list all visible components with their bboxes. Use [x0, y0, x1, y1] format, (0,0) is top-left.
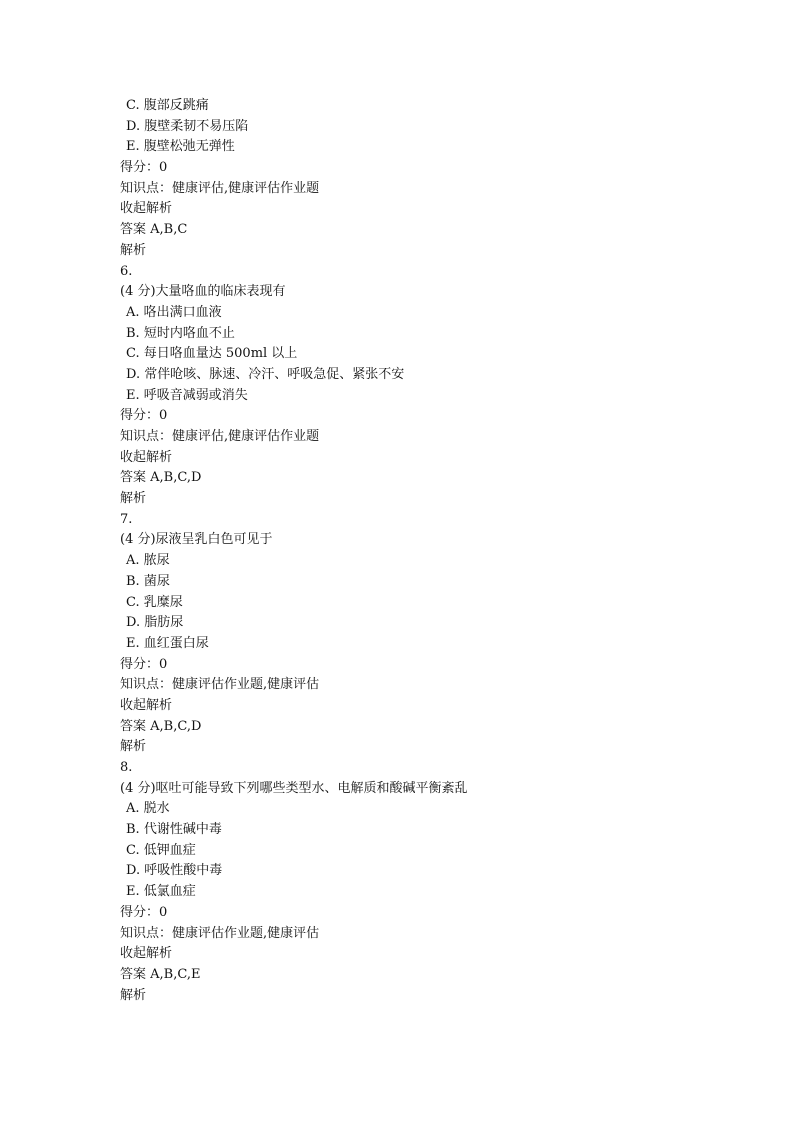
option-a: A. 脱水 [126, 801, 170, 817]
option-c: C. 每日咯血量达 500ml 以上 [126, 346, 298, 362]
question-8 [120, 758, 760, 1006]
answer-text: 答案 A,B,C,D [120, 718, 202, 734]
question-number: 7. [120, 511, 133, 527]
analysis-label: 解析 [120, 739, 147, 755]
option-a: A. 咯出满口血液 [126, 304, 222, 320]
answer-text: 答案 A,B,C,E [120, 966, 201, 982]
question-stem: (4 分)尿液呈乳白色可见于 [120, 532, 273, 548]
collapse-analysis-link[interactable]: 收起解析 [120, 946, 173, 962]
option-d: D. 常伴呛咳、脉速、冷汗、呼吸急促、紧张不安 [126, 366, 405, 382]
option-c: C. 乳糜尿 [126, 594, 183, 610]
option-b: B. 菌尿 [126, 573, 170, 589]
collapse-analysis-link[interactable]: 收起解析 [120, 201, 173, 217]
option-d: D. 腹壁柔韧不易压陷 [126, 118, 249, 134]
answer-text: 答案 A,B,C [120, 222, 188, 238]
knowledge-point: 知识点：健康评估,健康评估作业题 [120, 429, 320, 444]
document-body [120, 96, 760, 1006]
score-text: 得分：0 [120, 904, 168, 920]
collapse-analysis-link[interactable]: 收起解析 [120, 449, 173, 465]
option-c: C. 腹部反跳痛 [126, 98, 209, 113]
score-text: 得分：0 [120, 160, 168, 176]
question-stem: (4 分)大量咯血的临床表现有 [120, 284, 286, 300]
knowledge-point: 知识点：健康评估作业题,健康评估 [120, 925, 320, 941]
option-d: D. 脂肪尿 [126, 615, 184, 631]
question-stem: (4 分)呕吐可能导致下列哪些类型水、电解质和酸碱平衡紊乱 [120, 780, 468, 796]
option-e: E. 腹壁松弛无弹性 [126, 139, 235, 155]
option-e: E. 呼吸音减弱或消失 [126, 387, 248, 403]
score-text: 得分：0 [120, 408, 168, 424]
question-7 [120, 510, 760, 758]
question-number: 6. [120, 263, 133, 279]
option-e: E. 低氯血症 [126, 884, 196, 900]
analysis-label: 解析 [120, 491, 147, 507]
question-number: 8. [120, 760, 133, 775]
option-b: B. 代谢性碱中毒 [126, 822, 222, 838]
option-d: D. 呼吸性酸中毒 [126, 863, 223, 879]
question-6 [120, 262, 760, 510]
analysis-label: 解析 [120, 242, 147, 258]
option-c: C. 低钾血症 [126, 842, 196, 858]
option-e: E. 血红蛋白尿 [126, 635, 209, 651]
option-b: B. 短时内咯血不止 [126, 325, 235, 341]
knowledge-point: 知识点：健康评估作业题,健康评估 [120, 677, 320, 693]
score-text: 得分：0 [120, 656, 168, 672]
option-a: A. 脓尿 [126, 553, 170, 569]
answer-text: 答案 A,B,C,D [120, 470, 202, 486]
collapse-analysis-link[interactable]: 收起解析 [120, 697, 173, 713]
question-5-tail [120, 96, 760, 262]
knowledge-point: 知识点：健康评估,健康评估作业题 [120, 180, 320, 196]
analysis-label: 解析 [120, 987, 147, 1003]
